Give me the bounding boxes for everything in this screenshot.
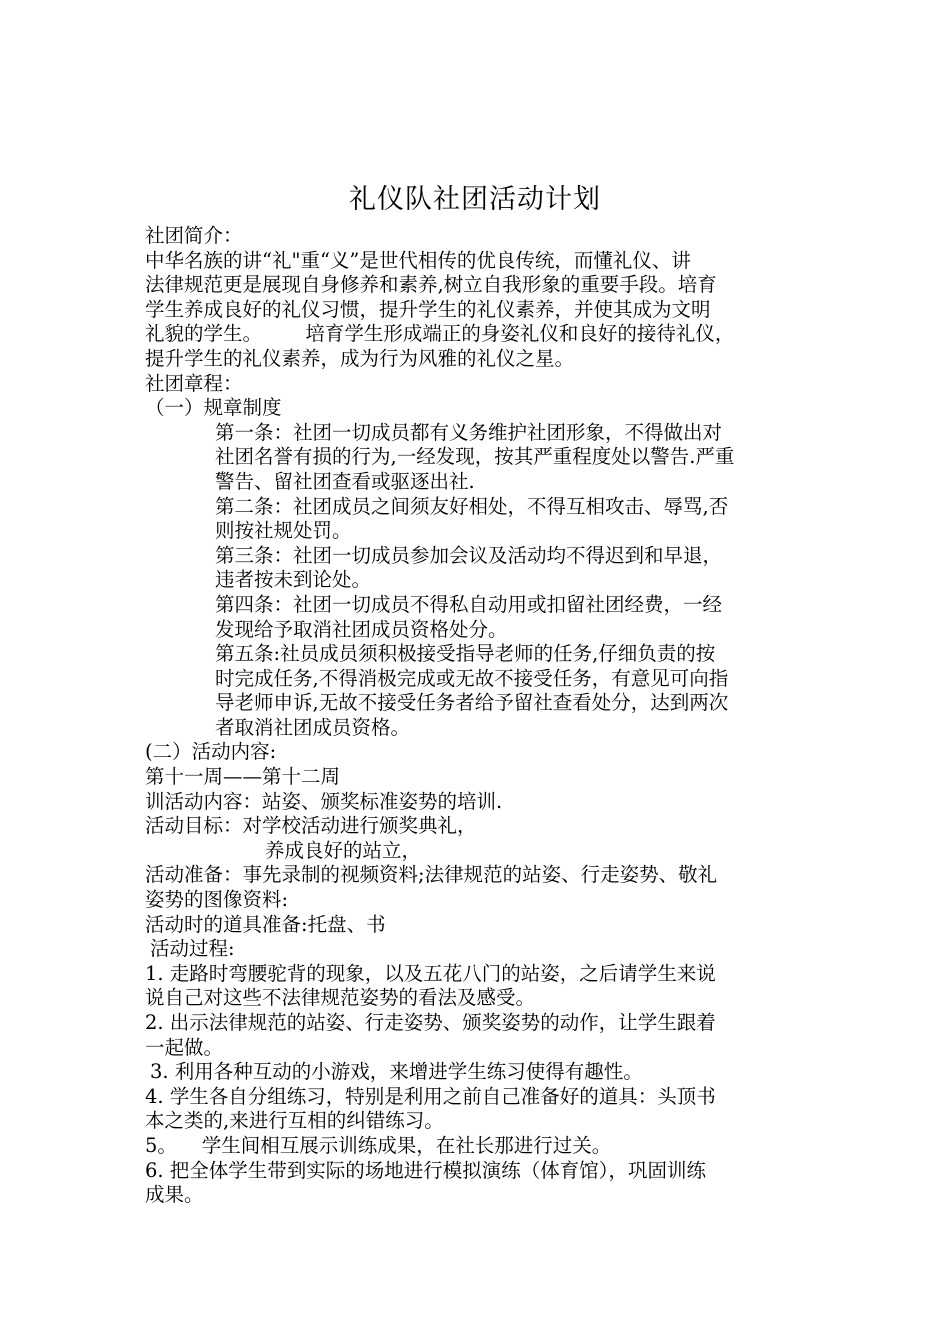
paragraph-line: 提升学生的礼仪素养，成为行为风雅的礼仪之星。 <box>145 346 575 370</box>
paragraph-line: 法律规范更是展现自身修养和素养,树立自我形象的重要手段。培育 <box>145 273 717 297</box>
subsection-heading: (二）活动内容: <box>145 740 277 764</box>
list-item: 3. 利用各种互动的小游戏，来增进学生练习使得有趣性。 <box>150 1060 643 1084</box>
list-item: 5。 学生间相互展示训练成果，在社长那进行过关。 <box>145 1133 612 1157</box>
subsection-heading: （一）规章制度 <box>145 396 282 420</box>
list-item: 2. 出示法律规范的站姿、行走姿势、颁奖姿势的动作，让学生跟着 <box>145 1011 716 1034</box>
rule-line: 第三条：社团一切成员参加会议及活动均不得迟到和早退， <box>215 543 723 567</box>
list-item: 4. 学生各自分组练习，特别是利用之前自己准备好的道具：头顶书 <box>145 1084 716 1108</box>
rule-line: 导老师申诉,无故不接受任务者给予留社查看处分，达到两次 <box>215 691 729 715</box>
paragraph-line: 活动过程: <box>150 937 235 961</box>
list-item: 成果。 <box>145 1183 204 1207</box>
document-title: 礼仪队社团活动计划 <box>349 184 601 215</box>
list-item: 说自己对这些不法律规范姿势的看法及感受。 <box>145 986 536 1010</box>
list-item: 6. 把全体学生带到实际的场地进行模拟演练（体育馆），巩固训练 <box>145 1158 707 1182</box>
paragraph-line: 姿势的图像资料: <box>145 888 289 912</box>
rule-line: 者取消社团成员资格。 <box>215 715 411 739</box>
rule-line: 第四条：社团一切成员不得私自动用或扣留社团经费，一经 <box>215 592 723 616</box>
paragraph-line: 中华名族的讲“礼"重“义”是世代相传的优良传统，而懂礼仪、讲 <box>145 248 691 272</box>
paragraph-line: 活动目标：对学校活动进行颁奖典礼， <box>145 814 477 838</box>
rule-line: 第五条:社员成员须积极接受指导老师的任务,仔细负责的按 <box>215 642 716 666</box>
paragraph-line: 活动准备：事先录制的视频资料;法律规范的站姿、行走姿势、敬礼 <box>145 863 718 887</box>
paragraph-line: 学生养成良好的礼仪习惯，提升学生的礼仪素养，并使其成为文明 <box>145 297 711 321</box>
section-heading: 社团章程： <box>145 371 243 395</box>
list-item: 1. 走路时弯腰驼背的现象，以及五花八门的站姿，之后请学生来说 <box>145 961 716 985</box>
rule-line: 社团名誉有损的行为,一经发现，按其严重程度处以警告.严重 <box>215 445 735 469</box>
document-body <box>145 224 805 1208</box>
paragraph-line: 活动时的道具准备:托盘、书 <box>145 912 386 936</box>
list-item: 本之类的,来进行互相的纠错练习。 <box>145 1109 444 1133</box>
rule-line: 违者按未到论处。 <box>215 568 372 592</box>
paragraph-line: 训活动内容：站姿、颁奖标准姿势的培训. <box>145 789 503 813</box>
rule-line: 警告、留社团查看或驱逐出社. <box>215 469 475 493</box>
paragraph-line: 第十一周——第十二周 <box>145 765 341 789</box>
rule-line: 第二条：社团成员之间须友好相处，不得互相攻击、辱骂,否 <box>215 494 729 518</box>
paragraph-line: 养成良好的站立， <box>265 838 422 862</box>
rule-line: 发现给予取消社团成员资格处分。 <box>215 617 508 641</box>
rule-line: 则按社规处罚。 <box>215 519 352 543</box>
section-heading: 社团简介： <box>145 224 243 247</box>
rule-line: 第一条：社团一切成员都有义务维护社团形象，不得做出对 <box>215 420 723 444</box>
rule-line: 时完成任务,不得消极完成或无故不接受任务，有意见可向指 <box>215 666 729 690</box>
paragraph-line: 礼貌的学生。 培育学生形成端正的身姿礼仪和良好的接待礼仪， <box>145 322 735 346</box>
list-item: 一起做。 <box>145 1035 224 1059</box>
